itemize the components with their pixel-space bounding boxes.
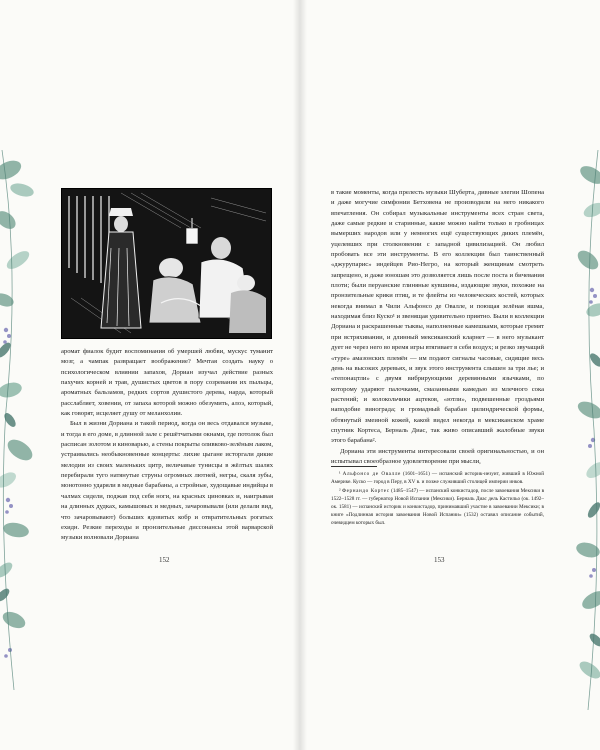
right-page-text — [331, 188, 544, 467]
paragraph: аромат фиалок будит воспоминания об умершей любви, мускус туманит мозг, а чампак развращает воображение? Мечтая создать науку о психологическом влиянии запахов, Дориан изучал действие разных пахучих корней и трав, душистых цветов в пору созревания их пыльцы, ароматных бальзамов, редких сортов душистого дерева, нарда, который расслабляет, ховении, от запаха которой можно обезумить, алоэ, который, как говорят, исцеляет душу от меланхолии. — [61, 348, 273, 418]
footnote-text: (1485–1547) — испанский конкистадор, после завоевания Мексики в 1522–1528 гг. — губернатор Новой Испании (Мексики). Берналь Диас дель Кастильо (ок. 1492–ок. 1581) — испанский историк и конкистадор, принимавший участие в завоевании Мексики; в книге «Подлинная история завоевания Новой Испании» (1532) оставил описание событий, очевидцем которых был. — [331, 488, 545, 526]
page-number-right: 153 — [434, 556, 445, 564]
footnote-marker: ¹ — [339, 471, 341, 477]
footnote-divider — [331, 466, 377, 467]
footnote-name: Альфонсо де Овалле — [342, 471, 401, 477]
footnotes — [331, 470, 544, 528]
footnote-text: (1601–1651) — испанский историк-иезуит, живший в Южной Америке. Куско — город в Перу, в XV в. и позже служивший столицей империи инков. — [331, 471, 545, 485]
paragraph: Дориана эти инструменты интересовали своей оригинальностью, и он испытывал своеобразное удовлетворение при мысли, — [331, 447, 544, 465]
paragraph: Был в жизни Дориана и такой период, когда он весь отдавался музыке, и тогда в его доме, в длинной зале с решётчатыми окнами, где потолок был расписан золотом и киноварью, а стены покрыты оливково-зелёным лаком, устраивались необыкновенные концерты: лихие цыгане исторгали дикие мелодии из своих маленьких цитр, величавые тунисцы в жёлтых шалях перебирали туго натянутые струны огромных лютней, негры, скаля зубы, монотонно ударяли в медные барабаны, а стройные, худощавые индийцы в чалмах сидели, поджав под себя ноги, на красных циновках и, наигрывая на длинных дудках, камышовых и медных, зачаровывали (или делали вид, что зачаровывают) больших ядовитых кобр и отвратительных рогатых ехидн. Резкие переходы и пронзительные диссонансы этой варварской музыки волновали Дориана — [61, 420, 273, 542]
paragraph: в такие моменты, когда прелесть музыки Шуберта, дивные элегии Шопена и даже могучие симфонии Бетховена не производили на него никакого впечатления. Он собирал музыкальные инструменты всех стран света, даже самые редкие и старинные, какие можно найти только в гробницах вымерших народов или у немногих ещё существующих диких племён, уцелевших при столкновении с западной цивилизацией. Он любил пробовать все эти инструменты. В его коллекции был таинственный «джурупарис» индейцев Рио-Негро, на который женщинам смотреть запрещено, и даже юношам это дозволяется лишь после поста и бичевания плоти; были перуанские глиняные кувшины, издающие звуки, похожие на пронзительные крики птиц, и те флейты из человеческих костей, которых некогда внимал в Чили Альфонсо де Овалле, и поющая зелёная яшма, находимая близ Куско¹ и звенящая удивительно приятно. Были в коллекции Дориана и раскрашенные тыквы, наполненные камешками, которые гремят при встряхивании, и длинный мексиканский кларнет — в него музыкант дует не через него во время игры втягивает в себя воздух; и резко звучащий «туре» амазонских племён — им подают сигналы часовые, сидящие весь день на высоких деревьях, и звук этого инструмента слышен за три лье; и «тепонацтли» с двумя вибрирующими деревянными язычками, по которому ударяют палочками, смазанными камедью из млечного сока растений; и колокольчики ацтеков, «ютли», подвешенные гроздьями наподобие винограда; и громадный барабан цилиндрической формы, обтянутый змеиной кожей, какой видел некогда в мексиканском храме спутник Кортеса, Берналь Диас, так живо описавший жалобные звуки этого барабана². — [331, 189, 545, 445]
footnote-name: Фернандо Кортес — [341, 488, 390, 494]
woodcut-illustration — [61, 188, 272, 339]
page-number-left: 152 — [159, 556, 170, 564]
left-page-text — [61, 347, 273, 544]
footnote — [331, 470, 544, 486]
footnote-marker: ² — [339, 488, 341, 494]
book-gutter — [293, 0, 307, 750]
footnote — [331, 487, 544, 527]
